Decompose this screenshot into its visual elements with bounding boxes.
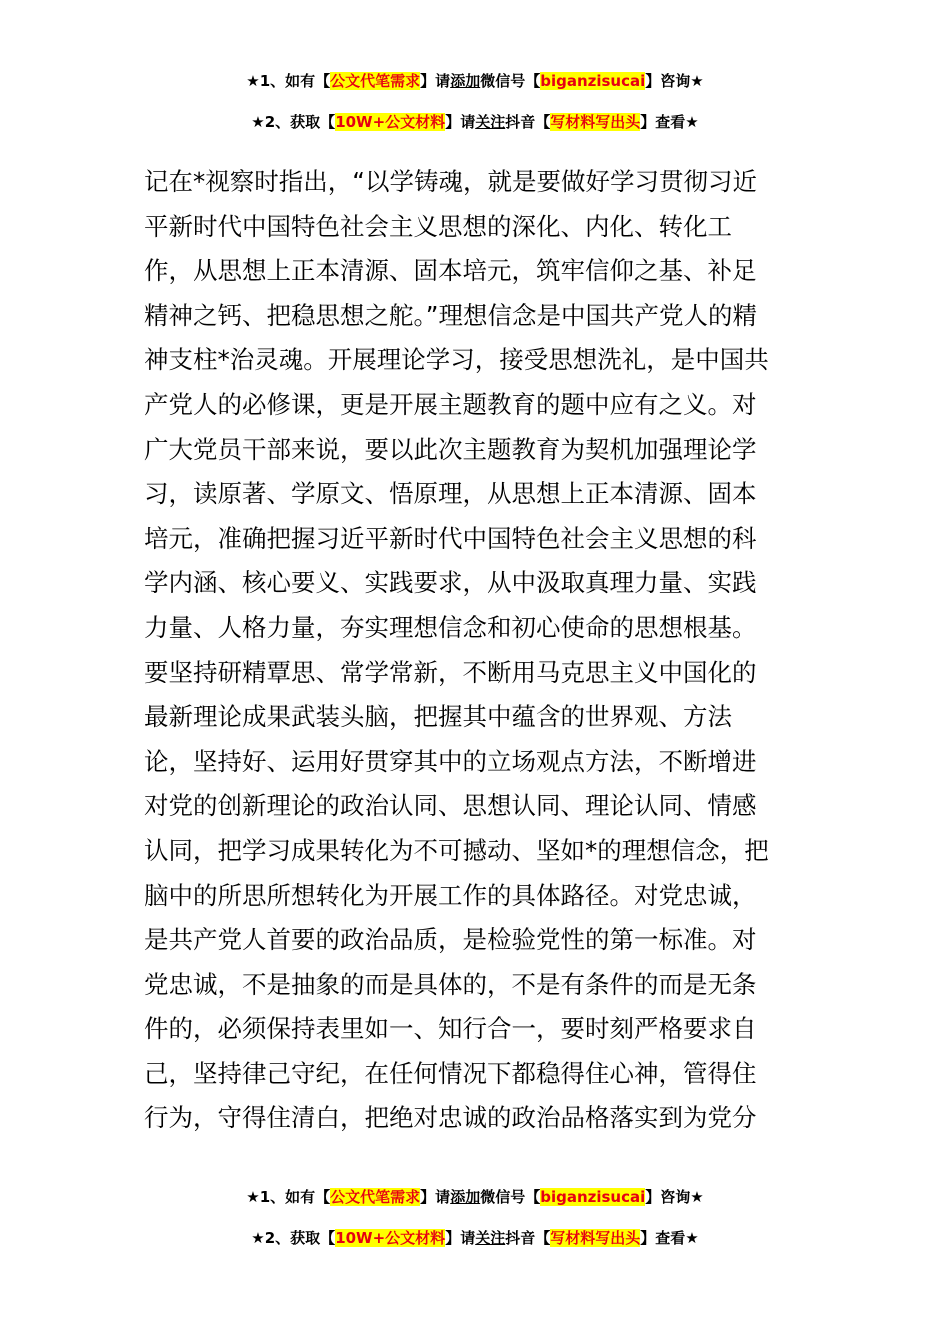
banner-text: 】查看★: [640, 113, 699, 131]
banner-underlined-text: 添加: [450, 72, 481, 90]
banner-highlight-wechat-id: biganzisucai: [540, 1188, 646, 1206]
banner-text: ★2、获取【: [251, 113, 336, 131]
banner-text: 】请: [445, 1229, 476, 1247]
banner-highlight-douyin-id: 写材料写出头: [550, 113, 641, 131]
body-line: 己，坚持律己守纪，在任何情况下都稳得住心神，管得住: [144, 1058, 757, 1088]
header-banner-line-1: [0, 70, 950, 92]
body-line: 对党的创新理论的政治认同、思想认同、理论认同、情感: [144, 791, 757, 821]
body-line: 力量、人格力量，夯实理想信念和初心使命的思想根基。: [144, 612, 757, 642]
body-line: 认同，把学习成果转化为不可撼动、坚如*的理想信念，把: [144, 835, 769, 865]
banner-text: 】请: [445, 113, 476, 131]
body-line: 广大党员干部来说，要以此次主题教育为契机加强理论学: [144, 434, 757, 464]
body-line: 最新理论成果武装头脑，把握其中蕴含的世界观、方法: [144, 702, 732, 732]
banner-text: 】请: [420, 1188, 451, 1206]
banner-highlight: 公文代笔需求: [330, 72, 421, 90]
banner-highlight-wechat-id: biganzisucai: [540, 72, 646, 90]
banner-text: 微信号【: [480, 72, 541, 90]
banner-text: 】请: [420, 72, 451, 90]
banner-underlined-text: 关注: [475, 1229, 506, 1247]
body-line: 平新时代中国特色社会主义思想的深化、内化、转化工: [144, 211, 732, 241]
banner-text: ★1、如有【: [246, 1188, 331, 1206]
header-banner-line-2: [0, 111, 950, 133]
body-line: 脑中的所思所想转化为开展工作的具体路径。对党忠诚，: [144, 880, 757, 910]
body-line: 要坚持研精覃思、常学常新，不断用马克思主义中国化的: [144, 657, 757, 687]
banner-underlined-text: 添加: [450, 1188, 481, 1206]
banner-text: 抖音【: [505, 113, 551, 131]
body-paragraph: [144, 160, 806, 1141]
body-line: 件的，必须保持表里如一、知行合一，要时刻严格要求自: [144, 1014, 757, 1044]
banner-text: 】查看★: [640, 1229, 699, 1247]
banner-highlight: 公文代笔需求: [330, 1188, 421, 1206]
body-line: 神支柱*治灵魂。开展理论学习，接受思想洗礼，是中国共: [144, 345, 769, 375]
body-line: 培元，准确把握习近平新时代中国特色社会主义思想的科: [144, 523, 757, 553]
body-line: 记在*视察时指出，“以学铸魂，就是要做好学习贯彻习近: [144, 167, 757, 196]
body-line: 是共产党人首要的政治品质，是检验党性的第一标准。对: [144, 925, 757, 955]
body-line: 论，坚持好、运用好贯穿其中的立场观点方法，不断增进: [144, 746, 757, 776]
body-line: 作，从思想上正本清源、固本培元，筑牢信仰之基、补足: [144, 256, 757, 286]
body-line: 学内涵、核心要义、实践要求，从中汲取真理力量、实践: [144, 568, 757, 598]
banner-highlight: 10W+公文材料: [335, 1229, 446, 1247]
body-line: 党忠诚，不是抽象的而是具体的，不是有条件的而是无条: [144, 969, 757, 999]
body-line: 精神之钙、把稳思想之舵。”理想信念是中国共产党人的精: [144, 300, 757, 330]
banner-text: 抖音【: [505, 1229, 551, 1247]
banner-text: 微信号【: [480, 1188, 541, 1206]
body-line: 行为，守得住清白，把绝对忠诚的政治品格落实到为党分: [144, 1103, 757, 1133]
footer-banner-line-1: [0, 1186, 950, 1208]
footer-banner-line-2: [0, 1227, 950, 1249]
banner-text: ★1、如有【: [246, 72, 331, 90]
body-line: 产党人的必修课，更是开展主题教育的题中应有之义。对: [144, 389, 757, 419]
banner-text: ★2、获取【: [251, 1229, 336, 1247]
banner-text: 】咨询★: [645, 72, 704, 90]
body-line: 习，读原著、学原文、悟原理，从思想上正本清源、固本: [144, 479, 757, 509]
banner-underlined-text: 关注: [475, 113, 506, 131]
banner-text: 】咨询★: [645, 1188, 704, 1206]
banner-highlight-douyin-id: 写材料写出头: [550, 1229, 641, 1247]
banner-highlight: 10W+公文材料: [335, 113, 446, 131]
